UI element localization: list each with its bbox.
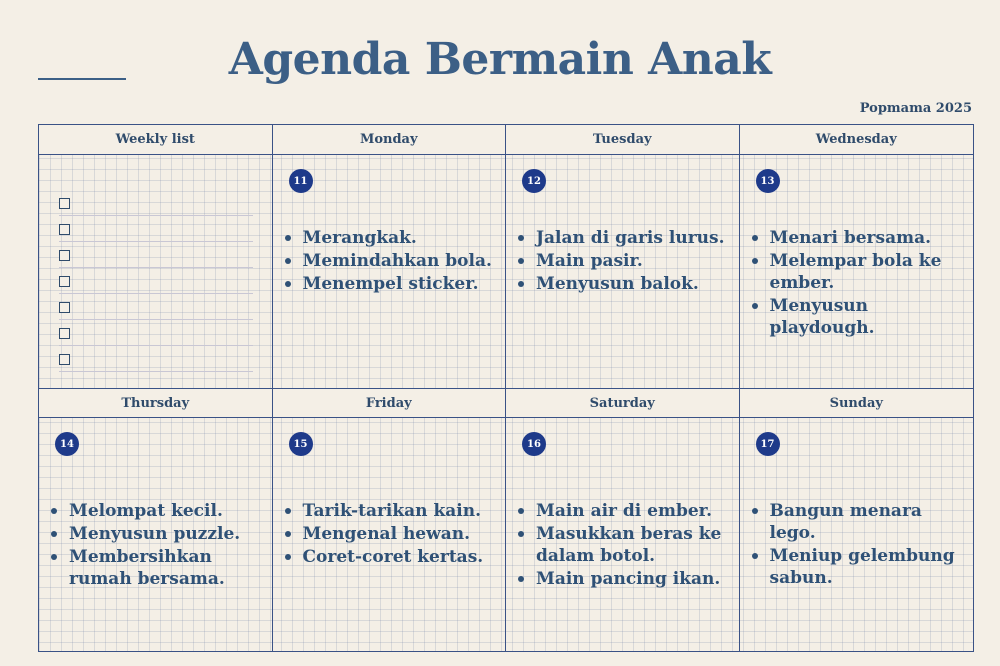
checklist-row	[59, 321, 253, 346]
checkbox[interactable]	[59, 224, 70, 235]
activity-item: Main pancing ikan.	[536, 568, 739, 590]
activity-item: Jalan di garis lurus.	[536, 227, 739, 249]
date-badge: 17	[756, 432, 780, 456]
checklist-row	[59, 347, 253, 372]
activity-item: Coret-coret kertas.	[303, 546, 506, 568]
checklist-row	[59, 217, 253, 242]
activity-list	[506, 227, 739, 296]
activity-item: Menari bersama.	[770, 227, 974, 249]
day-cell-thursday	[39, 418, 273, 651]
activity-item: Bangun menara lego.	[770, 500, 974, 544]
checklist-row	[59, 243, 253, 268]
day-cell-wednesday	[740, 155, 974, 388]
weekly-planner-grid	[38, 124, 974, 652]
date-badge: 11	[289, 169, 313, 193]
activity-item: Menyusun playdough.	[770, 295, 974, 339]
day-cell-saturday	[506, 418, 740, 651]
activity-list	[39, 500, 272, 591]
date-badge: 13	[756, 169, 780, 193]
activity-item: Main pasir.	[536, 250, 739, 272]
activity-list	[740, 500, 974, 590]
activity-item: Menempel sticker.	[303, 273, 506, 295]
header-weekly-list: Weekly list	[39, 125, 273, 155]
activity-item: Menyusun balok.	[536, 273, 739, 295]
activity-item: Membersihkan rumah bersama.	[69, 546, 272, 590]
activity-item: Meniup gelembung sabun.	[770, 545, 974, 589]
header-friday: Friday	[273, 388, 507, 418]
header-monday: Monday	[273, 125, 507, 155]
activity-item: Menyusun puzzle.	[69, 523, 272, 545]
activity-item: Mengenal hewan.	[303, 523, 506, 545]
activity-item: Tarik-tarikan kain.	[303, 500, 506, 522]
day-cell-sunday	[740, 418, 974, 651]
date-badge: 15	[289, 432, 313, 456]
date-badge: 14	[55, 432, 79, 456]
day-cell-tuesday	[506, 155, 740, 388]
checklist-row	[59, 295, 253, 320]
checkbox[interactable]	[59, 328, 70, 339]
checklist-row	[59, 191, 253, 216]
activity-list	[506, 500, 739, 591]
header-wednesday: Wednesday	[740, 125, 974, 155]
checkbox[interactable]	[59, 276, 70, 287]
checkbox[interactable]	[59, 302, 70, 313]
header-sunday: Sunday	[740, 388, 974, 418]
checkbox[interactable]	[59, 198, 70, 209]
date-badge: 16	[522, 432, 546, 456]
checkbox[interactable]	[59, 354, 70, 365]
activity-list	[273, 227, 506, 296]
date-badge: 12	[522, 169, 546, 193]
day-cell-monday	[273, 155, 507, 388]
checklist-row	[59, 269, 253, 294]
header-tuesday: Tuesday	[506, 125, 740, 155]
brand-label: Popmama 2025	[859, 101, 972, 116]
activity-item: Melompat kecil.	[69, 500, 272, 522]
weekly-list-cell	[39, 155, 273, 388]
activity-item: Main air di ember.	[536, 500, 739, 522]
activity-item: Merangkak.	[303, 227, 506, 249]
day-cell-friday	[273, 418, 507, 651]
activity-item: Memindahkan bola.	[303, 250, 506, 272]
activity-list	[740, 227, 974, 340]
activity-item: Masukkan beras ke dalam botol.	[536, 523, 739, 567]
activity-list	[273, 500, 506, 569]
checklist	[59, 191, 253, 373]
activity-item: Melempar bola ke ember.	[770, 250, 974, 294]
header-thursday: Thursday	[39, 388, 273, 418]
page-title: Agenda Bermain Anak	[228, 34, 772, 85]
checkbox[interactable]	[59, 250, 70, 261]
header-saturday: Saturday	[506, 388, 740, 418]
